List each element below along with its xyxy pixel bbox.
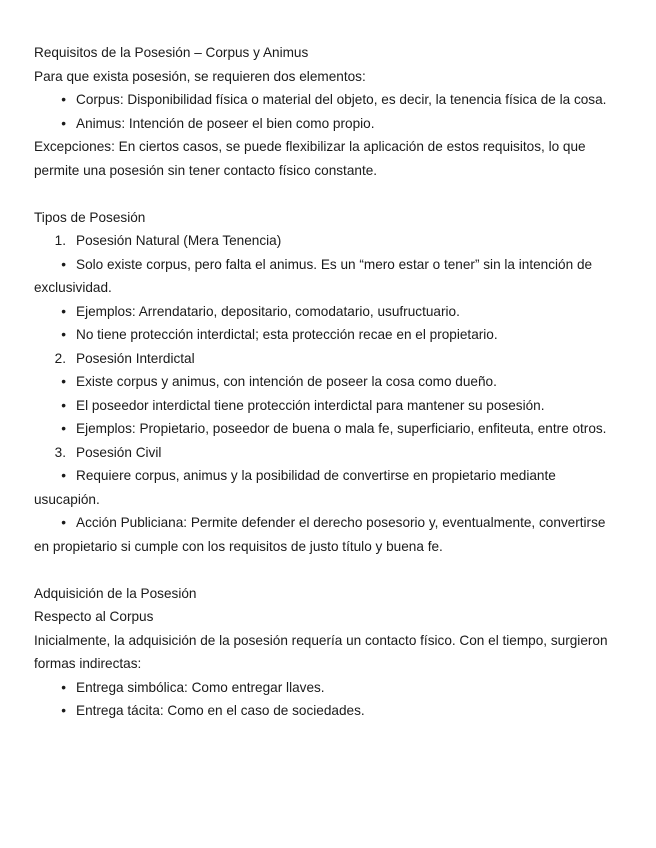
bullet-marker: • xyxy=(61,327,66,342)
bullet-marker: • xyxy=(61,303,66,319)
bullet-natural-1: • Solo existe corpus, pero falta el animus. Es un “mero estar o tener” sin la intención de exclusividad. xyxy=(34,253,622,300)
requisitos-intro: Para que exista posesión, se requieren dos elementos: xyxy=(34,68,366,84)
adquisicion-intro: Inicialmente, la adquisición de la posesión requería un contacto físico. Con el tiempo, surgieron formas indirectas: xyxy=(34,632,608,671)
bullet-marker: • xyxy=(61,115,66,131)
bullet-entrega-simbolica: • Entrega simbólica: Como entregar llaves. xyxy=(34,676,622,700)
bullet-marker: • xyxy=(61,374,66,389)
bullet-natural-2: • Ejemplos: Arrendatario, depositario, comodatario, usufructuario. xyxy=(34,300,622,324)
bullet-marker: • xyxy=(61,679,66,695)
bullet-marker: • xyxy=(61,397,66,413)
bullet-marker: • xyxy=(61,92,66,107)
list-number: 1. xyxy=(54,233,66,248)
type-heading-interdictal: 2. Posesión Interdictal xyxy=(34,347,622,371)
bullet-corpus: • Corpus: Disponibilidad física o material del objeto, es decir, la tenencia física de la cosa. xyxy=(34,88,622,112)
paragraph-gap xyxy=(34,182,622,206)
type-heading-civil: 3. Posesión Civil xyxy=(34,441,622,465)
section-title-requisitos: Requisitos de la Posesión – Corpus y Animus xyxy=(34,45,309,60)
section-title-tipos: Tipos de Posesión xyxy=(34,209,146,225)
type-heading-natural: 1. Posesión Natural (Mera Tenencia) xyxy=(34,229,622,253)
bullet-civil-1: • Requiere corpus, animus y la posibilidad de convertirse en propietario mediante usucapión. xyxy=(34,464,622,511)
bullet-marker: • xyxy=(61,703,66,718)
list-number: 3. xyxy=(54,444,66,460)
list-number: 2. xyxy=(54,350,66,366)
paragraph-gap xyxy=(34,558,622,582)
bullet-interdictal-2: • El poseedor interdictal tiene protección interdictal para mantener su posesión. xyxy=(34,394,622,418)
section-title-adquisicion: Adquisición de la Posesión xyxy=(34,585,197,601)
adquisicion-subtitle: Respecto al Corpus xyxy=(34,609,154,624)
bullet-marker: • xyxy=(61,515,66,530)
bullet-marker: • xyxy=(61,468,66,483)
bullet-interdictal-1: • Existe corpus y animus, con intención de poseer la cosa como dueño. xyxy=(34,370,622,394)
bullet-marker: • xyxy=(61,421,66,436)
bullet-marker: • xyxy=(61,256,66,272)
bullet-civil-2: • Acción Publiciana: Permite defender el derecho posesorio y, eventualmente, convertirse en propietario si cumple con los requisitos de justo título y buena fe. xyxy=(34,511,622,558)
bullet-interdictal-3: • Ejemplos: Propietario, poseedor de buena o mala fe, superficiario, enfiteuta, entre otros. xyxy=(34,417,622,441)
bullet-animus: • Animus: Intención de poseer el bien como propio. xyxy=(34,112,622,136)
bullet-natural-3: • No tiene protección interdictal; esta protección recae en el propietario. xyxy=(34,323,622,347)
requisitos-excepciones: Excepciones: En ciertos casos, se puede flexibilizar la aplicación de estos requisitos, lo que permite una posesión sin tener contacto físico constante. xyxy=(34,139,586,178)
bullet-entrega-tacita: • Entrega tácita: Como en el caso de sociedades. xyxy=(34,699,622,723)
